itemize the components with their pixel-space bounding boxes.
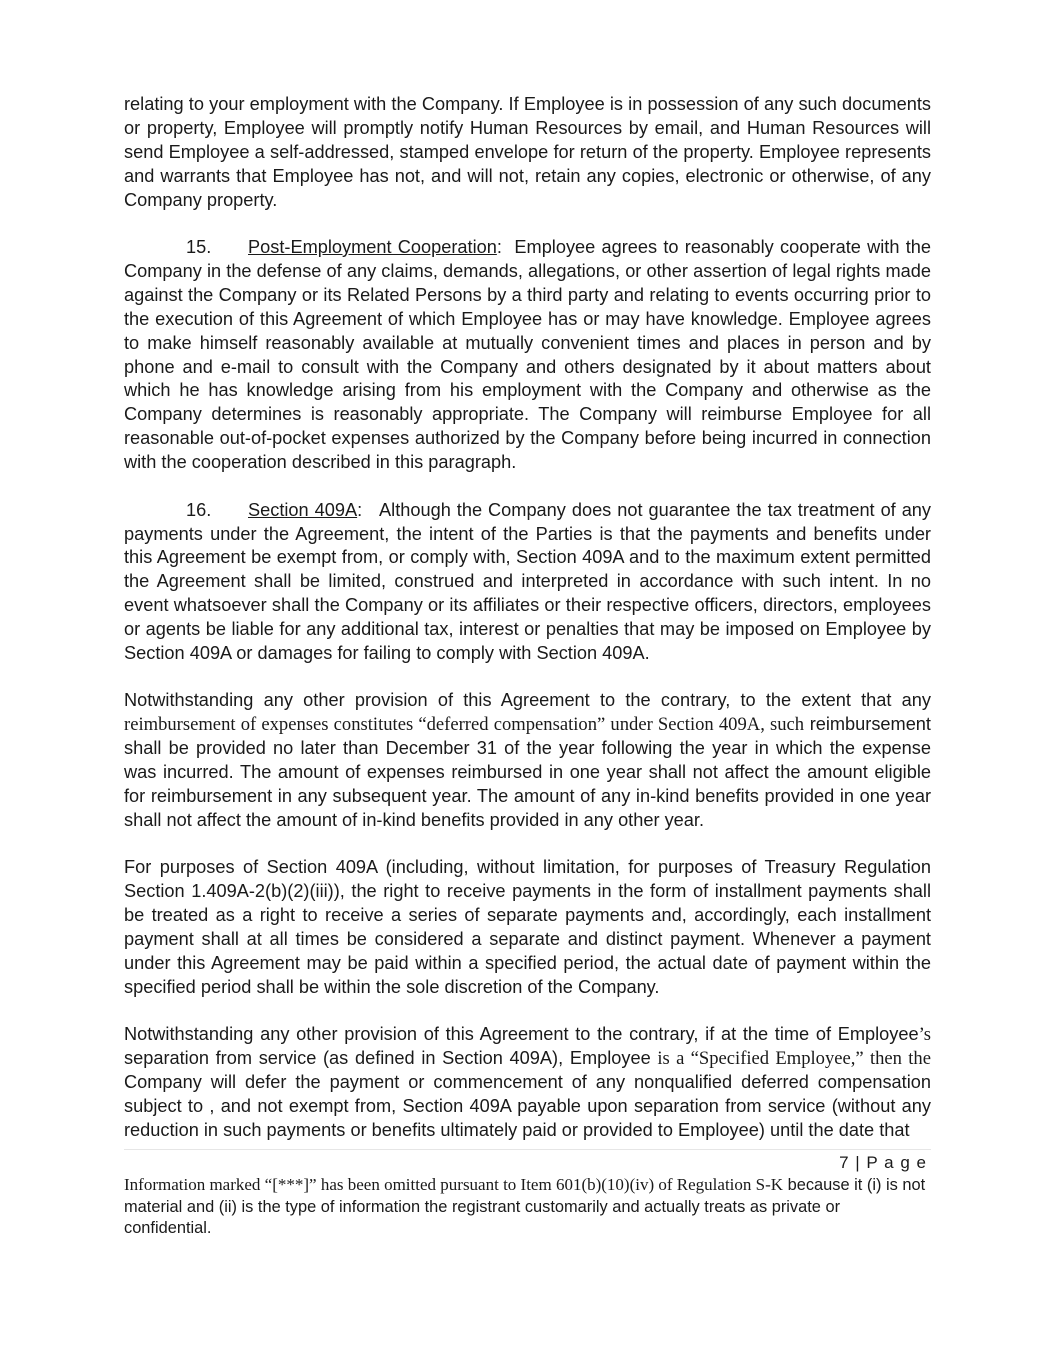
section-15-separator: : (496, 237, 502, 258)
footer-note-serif: Information marked “[***]” has been omitted pursuant to Item 601(b)(10)(iv) of Regulation S-K (124, 1175, 784, 1194)
reimbursement-text-3: reimbursement shall be provided no later than December 31 of the year following the year in which the expense was incurred. The amount of expenses reimbursed in one year shall not affect the amount eligible for reimbursement in any subsequent year. The amount of any in-kind benefits provided in one year shall not affect the amount of in-kind benefits provided in any other year. (124, 714, 931, 830)
reimbursement-text-2: reimbursement of expenses constitutes “deferred compensation” under Section 409A, such (124, 714, 805, 736)
reimbursement-text-1: Notwithstanding any other provision of this Agreement to the contrary, to the extent that any (124, 690, 931, 711)
section-16-heading: Section 409A (248, 499, 358, 520)
footer-divider (124, 1149, 931, 1150)
footer-confidentiality-note (124, 1174, 928, 1240)
reimbursement-paragraph (124, 689, 931, 832)
specified-employee-text-2: ’s (918, 1024, 931, 1046)
section-16-separator: : (357, 499, 363, 520)
section-15-paragraph (124, 236, 931, 475)
installments-paragraph: For purposes of Section 409A (including, without limitation, for purposes of Treasury Regulation Section 1.409A-2(b)(2)(iii)), the right to receive payments in the form of installment payments shall be treated as a right to receive a series of separate payments and, accordingly, each installment payment shall at all times be considered a separate and distinct payment. Whenever a payment under this Agreement may be paid within a specified period, the actual date of payment within the specified period shall be within the sole discretion of the Company. (124, 857, 931, 997)
section-15-number: 15. (186, 237, 212, 258)
section-16-paragraph (124, 499, 931, 666)
footer-note-rest: because it (i) is not material and (ii) is the type of information the registrant customarily and actually treats as private or confidential. (124, 1176, 926, 1238)
section-16-body: Although the Company does not guarantee the tax treatment of any payments under the Agreement, the intent of the Parties is that the payments and benefits under this Agreement be exempt from, or comply with, Section 409A and to the maximum extent permitted the Agreement shall be limited, construed and interpreted in accordance with such intent. In no event whatsoever shall the Company or its affiliates or their respective officers, directors, employees or agents be liable for any additional tax, interest or penalties that may be imposed on Employee by Section 409A or damages for failing to comply with Section 409A. (124, 499, 932, 664)
specified-employee-text-1: Notwithstanding any other provision of this Agreement to the contrary, if at the time of Employee (124, 1024, 919, 1045)
page-number: 7 | P a g e (839, 1153, 927, 1172)
specified-employee-paragraph (124, 1023, 931, 1143)
specified-employee-text-5: Company will defer the payment or commencement of any nonqualified deferred compensation subject to , and not exempt from, Section 409A payable upon separation from service (without any reduction in such payments or benefits ultimately paid or provided to Employee) until the date that (124, 1072, 931, 1140)
intro-paragraph: relating to your employment with the Company. If Employee is in possession of any such documents or property, Employee will promptly notify Human Resources by email, and Human Resources will send Employee a self-addressed, stamped envelope for return of the property. Employee represents and warrants that Employee has not, and will not, retain any copies, electronic or otherwise, of any Company property. (124, 94, 931, 210)
document-body (124, 93, 931, 1166)
section-15-heading: Post-Employment Cooperation (248, 237, 497, 258)
section-15-body: Employee agrees to reasonably cooperate with the Company in the defense of any claims, demands, allegations, or other assertion of legal rights made against the Company or its Related Persons by a third party and relating to events occurring prior to the execution of this Agreement of which Employee has or may have knowledge. Employee agrees to make himself reasonably available at mutually convenient times and places in person and by phone and e-mail to consult with the Company and others designated by it about matters about which he has knowledge arising from his employment with the Company and otherwise as the Company determines is reasonably appropriate. The Company will reimburse Employee for all reasonable out-of-pocket expenses authorized by the Company before being incurred in connection with the cooperation described in this paragraph. (124, 237, 931, 473)
specified-employee-text-4: is a “Specified Employee,” then the (657, 1048, 931, 1070)
specified-employee-text-3: separation from service (as defined in Section 409A), Employee (124, 1048, 658, 1069)
section-16-number: 16. (186, 499, 212, 520)
